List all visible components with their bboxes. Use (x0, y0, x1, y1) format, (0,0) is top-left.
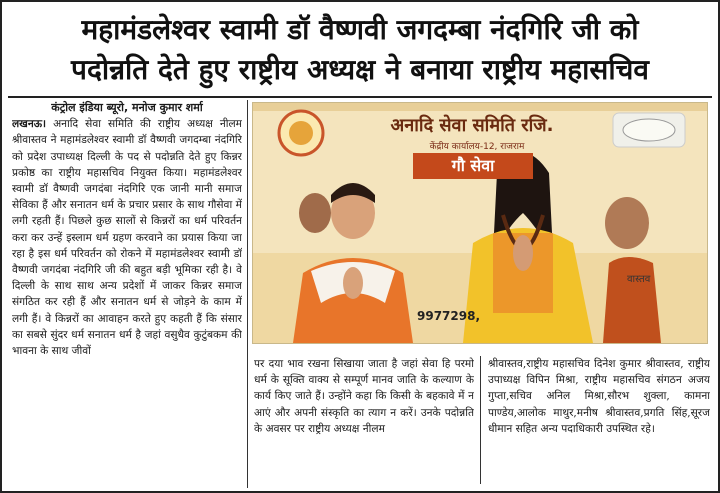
banner-subtitle: केंद्रीय कार्यालय-12, राजराम (429, 142, 525, 152)
headline (8, 8, 712, 98)
byline: कंट्रोल इंडिया ब्यूरो, मनोज कुमार शर्मा (51, 101, 203, 114)
column-divider (247, 100, 248, 488)
column-divider-2 (480, 356, 481, 484)
body-left: अनादि सेवा समिति की राष्ट्रीय अध्यक्ष नीलम श्रीवास्तव ने महामंडलेश्वर स्वामी डॉ वैष्णवी जगदम्बा नंदगिरि को प्रदेश उपाध्यक्ष दिल्ली के पद से पदोन्नति देते हुए किन्नर प्रकोष्ठ का राष्ट्रीय महासचिव नियुक्त किया। महामंडलेश्वर स्वामी डॉ वैष्णवी जगदंबा नंदगिरि एक जानी मानी समाज सेविका हैं और सनातन धर्म के प्रचार प्रसार के साथ गौसेवा में लगी रहती हैं। पिछले कुछ सालों से किन्नरों का धर्म परिवर्तन करा कर उन्हें इस्लाम धर्म ग्रहण करवाने का प्रयास किया जा रहा है इस धर्म परिवर्तन को रोकने में महामंडलेश्वर स्वामी डॉ वैष्णवी जगदंबा नंदगिरि जी की बहुत बड़ी भूमिका रही है। वे दिल्ली के साथ साथ अन्य प्रदेशों में जाकर किन्नर समाज संगठित कर रही हैं और सनातन धर्म से जोड़ने के काम में लगी हैं। वे किन्नरों का आवाहन करते हुए कहती हैं कि संसार का सबसे सुंदर धर्म सनातन धर्म है जहां वसुधैव कुटुंबकम की भावना के साथ जीवों (12, 118, 242, 358)
banner-phone: 9977298, (417, 309, 481, 323)
banner-name: वास्तव (627, 274, 651, 285)
event-photo (252, 102, 708, 344)
banner-title: अनादि सेवा समिति रजि. (390, 115, 554, 136)
article-column-right: श्रीवास्तव,राष्ट्रीय महासचिव दिनेश कुमार श्रीवास्तव, राष्ट्रीय उपाध्यक्ष विपिन मिश्रा, राष्ट्रीय महासचिव संगठन अजय गुप्ता,सचिव अनिल मिश्रा,सौरभ शुक्ला, कामना पाण्डेय,आलोक माथुर,मनीष श्रीवास्तव,प्रगति सिंह,सूरज धीमान सहित अन्य पदाधिकारी उपस्थित रहे। (488, 358, 710, 435)
article-column-middle: पर दया भाव रखना सिखाया जाता है जहां सेवा हि परमो धर्म के सूक्ति वाक्य से सम्पूर्ण मानव जाति के कल्याण के कार्य किए जाते हैं। उन्होंने कहा कि किसी के बहकावे में न आएं और अपनी संस्कृति का त्याग न करें। उनके पदोन्नति के अवसर पर राष्ट्रीय अध्यक्ष नीलम (254, 358, 474, 435)
headline-line-2: पदोन्नति देते हुए राष्ट्रीय अध्यक्ष ने बनाया राष्ट्रीय महासचिव (71, 53, 649, 86)
banner-strip: गौ सेवा (413, 153, 533, 179)
article-text-left (12, 116, 242, 359)
dateline: लखनऊ। (12, 118, 47, 131)
headline-line-1: महामंडलेश्वर स्वामी डॉ वैष्णवी जगदम्बा नंदगिरि जी को (81, 13, 639, 46)
article-column-left (12, 100, 242, 488)
